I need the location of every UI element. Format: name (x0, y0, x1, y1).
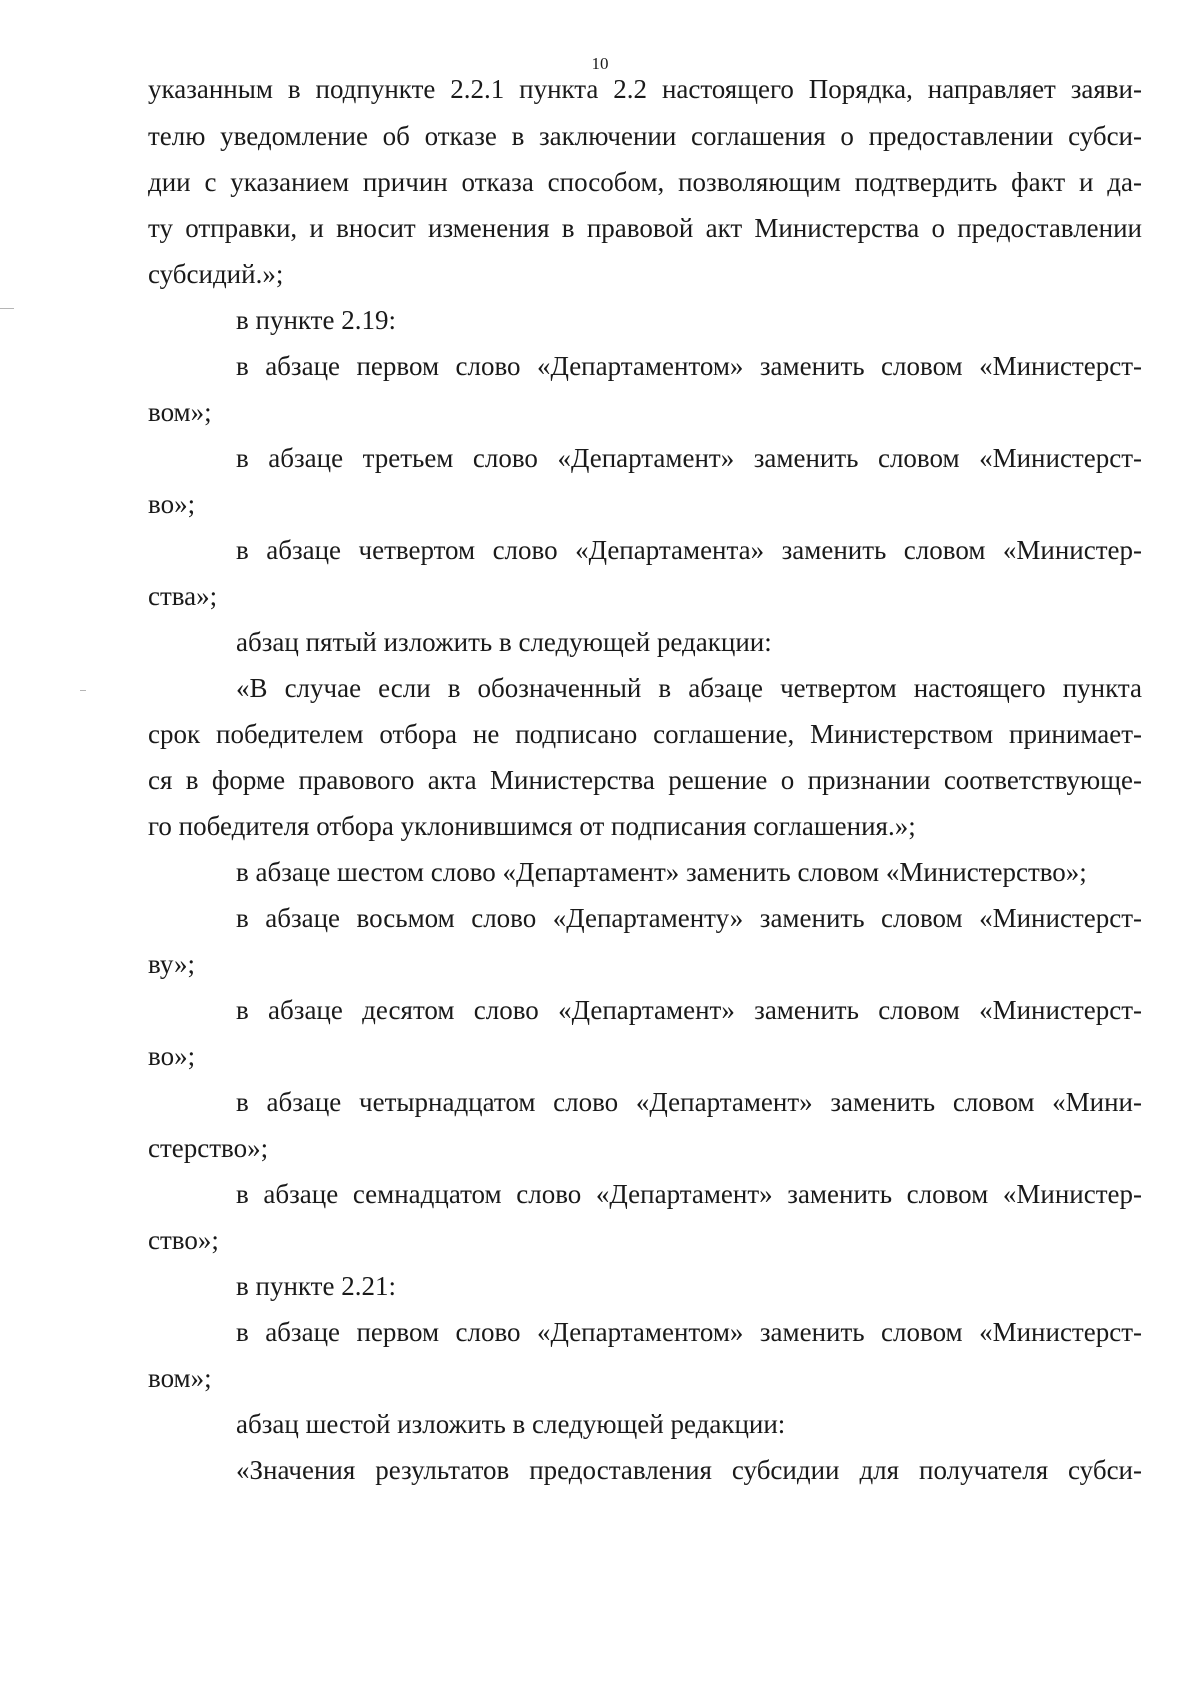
text-line: абзац шестой изложить в следующей редакции: (236, 1409, 786, 1439)
text-line: «Значения результатов предоставления субсидии для получателя субси- (236, 1455, 1142, 1485)
text-line: «В случае если в обозначенный в абзаце четвертом настоящего пункта (236, 673, 1142, 703)
text-line: во»; (148, 489, 196, 519)
text-line: во»; (148, 1041, 196, 1071)
text-line: в абзаце четырнадцатом слово «Департамент» заменить словом «Мини- (236, 1087, 1142, 1117)
text-line: субсидий.»; (148, 259, 284, 289)
text-line: абзац пятый изложить в следующей редакции: (236, 627, 772, 657)
text-line: в абзаце восьмом слово «Департаменту» заменить словом «Министерст- (236, 903, 1142, 933)
text-line: стерство»; (148, 1133, 269, 1163)
text-line: ся в форме правового акта Министерства решение о признании соответствующе- (148, 765, 1142, 795)
page-number: 10 (591, 54, 609, 73)
scan-speck (80, 690, 86, 691)
text-line: в абзаце десятом слово «Департамент» заменить словом «Министерст- (236, 995, 1142, 1025)
text-line: в пункте 2.21: (236, 1271, 396, 1301)
text-line: в абзаце семнадцатом слово «Департамент» заменить словом «Министер- (236, 1179, 1142, 1209)
text-line: дии с указанием причин отказа способом, позволяющим подтвердить факт и да- (148, 167, 1142, 197)
text-line: ву»; (148, 949, 195, 979)
text-line: ту отправки, и вносит изменения в правовой акт Министерства о предоставлении (148, 213, 1142, 243)
text-line: телю уведомление об отказе в заключении соглашения о предоставлении субси- (148, 121, 1142, 151)
text-line: в абзаце четвертом слово «Департамента» заменить словом «Министер- (236, 535, 1142, 565)
text-line: в пункте 2.19: (236, 305, 396, 335)
text-line: вом»; (148, 397, 212, 427)
text-line: в абзаце первом слово «Департаментом» заменить словом «Министерст- (236, 1317, 1142, 1347)
text-line: в абзаце первом слово «Департаментом» заменить словом «Министерст- (236, 351, 1142, 381)
text-line: в абзаце шестом слово «Департамент» заменить словом «Министерство»; (236, 857, 1087, 887)
text-line: срок победителем отбора не подписано соглашение, Министерством принимает- (148, 719, 1142, 749)
text-line: ства»; (148, 581, 218, 611)
text-line: го победителя отбора уклонившимся от подписания соглашения.»; (148, 811, 916, 841)
text-line: ство»; (148, 1225, 219, 1255)
scan-speck (0, 308, 14, 309)
text-line: вом»; (148, 1363, 212, 1393)
text-line: указанным в подпункте 2.2.1 пункта 2.2 настоящего Порядка, направляет заяви- (148, 74, 1142, 104)
text-line: в абзаце третьем слово «Департамент» заменить словом «Министерст- (236, 443, 1142, 473)
